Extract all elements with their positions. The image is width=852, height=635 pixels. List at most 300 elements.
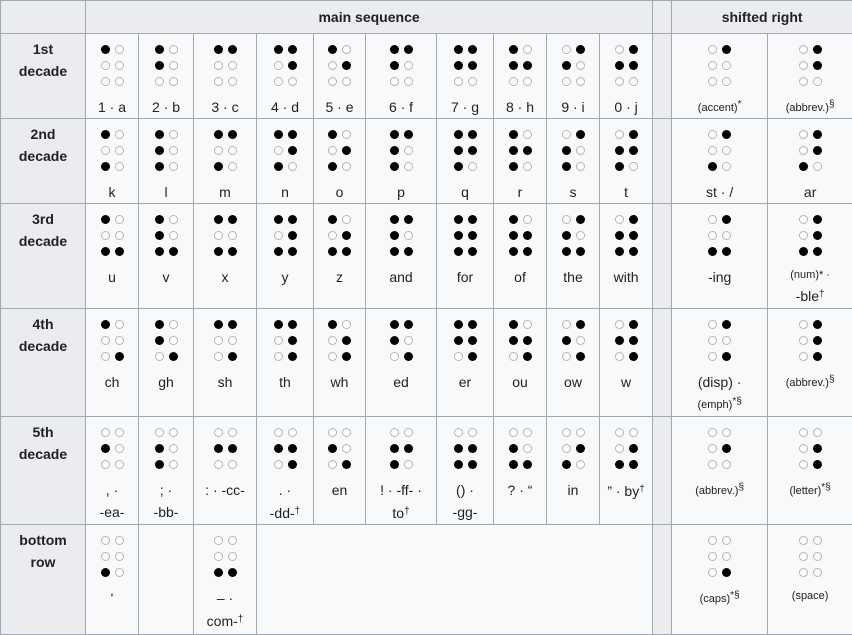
- braille-cell: [610, 126, 642, 174]
- cell-label: gh: [139, 371, 193, 393]
- main-cell: [366, 34, 437, 119]
- dot-3: [708, 247, 717, 256]
- row-label-top: 1st: [1, 38, 85, 60]
- braille-cell: [209, 532, 241, 580]
- dot-6: [342, 247, 351, 256]
- dot-5: [576, 444, 585, 453]
- cell-label: in: [547, 479, 599, 501]
- braille-cell: [269, 316, 301, 364]
- dot-2: [509, 336, 518, 345]
- dot-1: [708, 536, 717, 545]
- dot-6: [576, 460, 585, 469]
- cell-label: (emph)*§: [672, 393, 767, 414]
- dot-4: [115, 428, 124, 437]
- dot-1: [799, 428, 808, 437]
- dot-3: [328, 460, 337, 469]
- main-cell: [600, 204, 653, 309]
- cell-label: p: [366, 181, 436, 203]
- cell-label: v: [139, 266, 193, 288]
- dot-2: [390, 336, 399, 345]
- dot-3: [562, 162, 571, 171]
- dot-4: [722, 130, 731, 139]
- dot-4: [629, 130, 638, 139]
- main-cell: [86, 119, 139, 204]
- braille-cell: [504, 41, 536, 89]
- dot-3: [274, 162, 283, 171]
- cell-label: ': [86, 587, 138, 609]
- dot-3: [509, 247, 518, 256]
- empty-area: [257, 525, 653, 635]
- cell-label: r: [494, 181, 546, 203]
- dot-6: [115, 568, 124, 577]
- dot-2: [274, 61, 283, 70]
- dot-1: [454, 130, 463, 139]
- braille-cell: [794, 424, 826, 472]
- dot-3: [390, 247, 399, 256]
- main-cell: [494, 309, 547, 417]
- dot-1: [562, 45, 571, 54]
- braille-cell: [557, 316, 589, 364]
- dot-1: [155, 428, 164, 437]
- main-cell: [86, 417, 139, 525]
- dot-3: [454, 352, 463, 361]
- cell-label: 2 · b: [139, 96, 193, 118]
- shifted-cell: [672, 204, 768, 309]
- dot-4: [576, 45, 585, 54]
- dot-5: [468, 61, 477, 70]
- dot-4: [813, 428, 822, 437]
- main-cell: [314, 309, 366, 417]
- dot-6: [342, 352, 351, 361]
- dot-4: [813, 215, 822, 224]
- braille-cell: [610, 41, 642, 89]
- dot-6: [576, 162, 585, 171]
- dot-5: [629, 231, 638, 240]
- dot-5: [228, 231, 237, 240]
- dot-2: [328, 61, 337, 70]
- row-label-bottom: decade: [1, 335, 85, 357]
- dot-2: [155, 146, 164, 155]
- braille-cell: [704, 211, 736, 259]
- main-cell: [494, 119, 547, 204]
- dot-4: [523, 428, 532, 437]
- dot-2: [615, 444, 624, 453]
- main-cell: [257, 119, 314, 204]
- dot-1: [274, 320, 283, 329]
- dot-5: [228, 336, 237, 345]
- main-cell: [257, 309, 314, 417]
- dot-6: [722, 162, 731, 171]
- dot-4: [228, 428, 237, 437]
- dot-6: [288, 77, 297, 86]
- dot-3: [799, 77, 808, 86]
- braille-cell: [504, 126, 536, 174]
- cell-label: (num)* ·: [768, 266, 852, 284]
- dot-2: [390, 444, 399, 453]
- braille-cell: [96, 532, 128, 580]
- dot-5: [722, 336, 731, 345]
- dot-2: [454, 231, 463, 240]
- dot-2: [509, 61, 518, 70]
- braille-cell: [150, 126, 182, 174]
- dot-2: [274, 231, 283, 240]
- dot-6: [523, 162, 532, 171]
- dot-6: [468, 460, 477, 469]
- braille-cell: [269, 211, 301, 259]
- dot-6: [169, 352, 178, 361]
- cell-label: y: [257, 266, 313, 288]
- cell-label: st · /: [672, 181, 767, 203]
- cell-label: (accent)*: [672, 96, 767, 117]
- dot-5: [629, 444, 638, 453]
- table-row: [1, 119, 852, 204]
- dot-1: [509, 130, 518, 139]
- braille-cell: [794, 211, 826, 259]
- braille-cell: [96, 211, 128, 259]
- dot-5: [404, 231, 413, 240]
- dot-1: [454, 215, 463, 224]
- dot-4: [288, 428, 297, 437]
- table-row: [1, 309, 852, 417]
- dot-1: [274, 215, 283, 224]
- dot-5: [228, 444, 237, 453]
- cell-label: 9 · i: [547, 96, 599, 118]
- main-cell: [86, 309, 139, 417]
- cell-label: . ·: [257, 479, 313, 501]
- dot-4: [813, 45, 822, 54]
- dot-2: [328, 146, 337, 155]
- braille-cell: [704, 532, 736, 580]
- dot-1: [799, 45, 808, 54]
- cell-label: , ·: [86, 479, 138, 501]
- cell-label: -ing: [672, 266, 767, 288]
- main-cell: [494, 204, 547, 309]
- dot-3: [101, 247, 110, 256]
- row-label-bottom: decade: [1, 60, 85, 82]
- dot-5: [813, 146, 822, 155]
- braille-cell: [504, 316, 536, 364]
- dot-5: [115, 146, 124, 155]
- dot-6: [576, 247, 585, 256]
- braille-cell: [704, 126, 736, 174]
- dot-4: [629, 45, 638, 54]
- dot-6: [115, 247, 124, 256]
- dot-3: [155, 352, 164, 361]
- row-label-top: 3rd: [1, 208, 85, 230]
- cell-label: l: [139, 181, 193, 203]
- dot-6: [468, 77, 477, 86]
- dot-3: [454, 460, 463, 469]
- dot-6: [169, 460, 178, 469]
- dot-1: [708, 320, 717, 329]
- dot-1: [274, 130, 283, 139]
- main-cell: [194, 119, 257, 204]
- dot-1: [799, 320, 808, 329]
- braille-cell: [504, 424, 536, 472]
- dot-5: [629, 336, 638, 345]
- braille-cell: [96, 424, 128, 472]
- cell-label: -ea-: [86, 501, 138, 523]
- row-label-top: 5th: [1, 421, 85, 443]
- dot-2: [615, 336, 624, 345]
- dot-5: [342, 146, 351, 155]
- dot-5: [576, 231, 585, 240]
- dot-3: [509, 352, 518, 361]
- main-cell: [194, 417, 257, 525]
- dot-2: [799, 552, 808, 561]
- dot-5: [813, 231, 822, 240]
- cell-label: of: [494, 266, 546, 288]
- dot-3: [101, 162, 110, 171]
- dot-6: [813, 77, 822, 86]
- row-label-top: 2nd: [1, 123, 85, 145]
- braille-cell: [385, 126, 417, 174]
- cell-label: n: [257, 181, 313, 203]
- dot-4: [404, 45, 413, 54]
- dot-2: [708, 444, 717, 453]
- main-cell: [86, 525, 139, 635]
- dot-4: [115, 45, 124, 54]
- row-label-bottom: row: [1, 551, 85, 573]
- dot-4: [523, 215, 532, 224]
- dot-3: [101, 568, 110, 577]
- dot-2: [328, 444, 337, 453]
- dot-6: [629, 77, 638, 86]
- braille-cell: [209, 41, 241, 89]
- dot-2: [101, 61, 110, 70]
- dot-2: [390, 61, 399, 70]
- main-cell: [194, 525, 257, 635]
- dot-6: [722, 77, 731, 86]
- dot-4: [404, 130, 413, 139]
- braille-cell: [209, 316, 241, 364]
- main-sequence-header: main sequence: [86, 1, 653, 34]
- shifted-cell: [672, 309, 768, 417]
- dot-1: [562, 130, 571, 139]
- dot-6: [629, 460, 638, 469]
- dot-3: [155, 247, 164, 256]
- cell-label: ou: [494, 371, 546, 393]
- shifted-cell: [768, 309, 852, 417]
- braille-cell: [385, 41, 417, 89]
- dot-4: [813, 320, 822, 329]
- dot-1: [708, 130, 717, 139]
- dot-1: [454, 428, 463, 437]
- dot-2: [509, 146, 518, 155]
- dot-5: [404, 336, 413, 345]
- cell-label: 5 · e: [314, 96, 365, 118]
- dot-4: [288, 45, 297, 54]
- cell-label: x: [194, 266, 256, 288]
- dot-4: [722, 428, 731, 437]
- dot-5: [288, 231, 297, 240]
- row-label-bottom: decade: [1, 230, 85, 252]
- dot-3: [509, 460, 518, 469]
- table-row: [1, 204, 852, 309]
- dot-1: [390, 320, 399, 329]
- cell-label: and: [366, 266, 436, 288]
- dot-5: [722, 444, 731, 453]
- dot-5: [523, 146, 532, 155]
- dot-1: [214, 215, 223, 224]
- dot-4: [228, 536, 237, 545]
- cell-label: th: [257, 371, 313, 393]
- cell-label: ” · by†: [600, 479, 652, 502]
- main-cell: [314, 417, 366, 525]
- dot-3: [101, 460, 110, 469]
- main-cell: [314, 119, 366, 204]
- dot-5: [228, 552, 237, 561]
- dot-2: [615, 146, 624, 155]
- cell-label: (abbrev.)§: [768, 371, 852, 392]
- column-gap: [653, 119, 672, 204]
- dot-2: [799, 61, 808, 70]
- table-row: [1, 417, 852, 525]
- dot-1: [799, 130, 808, 139]
- dot-5: [813, 444, 822, 453]
- dot-1: [155, 320, 164, 329]
- dot-3: [615, 247, 624, 256]
- braille-cell: [610, 211, 642, 259]
- dot-4: [342, 45, 351, 54]
- dot-5: [169, 61, 178, 70]
- dot-6: [115, 352, 124, 361]
- dot-5: [813, 61, 822, 70]
- braille-cell: [269, 126, 301, 174]
- cell-label: -dd-†: [257, 501, 313, 524]
- dot-3: [562, 247, 571, 256]
- cell-label: m: [194, 181, 256, 203]
- dot-1: [328, 320, 337, 329]
- dot-6: [228, 568, 237, 577]
- dot-3: [615, 77, 624, 86]
- cell-label: (space): [768, 587, 852, 605]
- dot-5: [722, 231, 731, 240]
- main-cell: [194, 309, 257, 417]
- main-cell: [139, 34, 194, 119]
- dot-1: [708, 428, 717, 437]
- cell-label: (caps)*§: [672, 587, 767, 608]
- dot-2: [101, 231, 110, 240]
- cell-label: o: [314, 181, 365, 203]
- dot-6: [629, 162, 638, 171]
- row-label-bottom: decade: [1, 443, 85, 465]
- dot-5: [342, 444, 351, 453]
- dot-6: [722, 460, 731, 469]
- braille-cell: [449, 316, 481, 364]
- dot-2: [708, 336, 717, 345]
- cell-label: 4 · d: [257, 96, 313, 118]
- braille-cell: [324, 424, 356, 472]
- dot-1: [101, 428, 110, 437]
- dot-5: [722, 61, 731, 70]
- main-cell: [86, 204, 139, 309]
- dot-2: [390, 146, 399, 155]
- dot-4: [576, 130, 585, 139]
- table-row: [1, 525, 852, 635]
- braille-cell: [385, 424, 417, 472]
- dot-3: [708, 568, 717, 577]
- dot-5: [342, 336, 351, 345]
- dot-1: [615, 215, 624, 224]
- cell-label: : · -cc-: [194, 479, 256, 501]
- dot-4: [404, 215, 413, 224]
- dot-1: [615, 130, 624, 139]
- dot-5: [169, 146, 178, 155]
- dot-5: [468, 231, 477, 240]
- dot-1: [799, 215, 808, 224]
- dot-6: [722, 352, 731, 361]
- dot-2: [101, 552, 110, 561]
- dot-4: [115, 215, 124, 224]
- cell-label: (disp) ·: [672, 371, 767, 393]
- dot-6: [288, 162, 297, 171]
- cell-label: k: [86, 181, 138, 203]
- dot-4: [722, 320, 731, 329]
- dot-2: [155, 231, 164, 240]
- dot-6: [523, 247, 532, 256]
- dot-3: [274, 352, 283, 361]
- dot-2: [101, 444, 110, 453]
- cell-label: 7 · g: [437, 96, 493, 118]
- dot-1: [390, 215, 399, 224]
- cell-label: ! · -ff- ·: [366, 479, 436, 501]
- dot-6: [722, 247, 731, 256]
- cell-label: -ble†: [768, 284, 852, 307]
- dot-3: [390, 460, 399, 469]
- main-cell: [547, 34, 600, 119]
- row-label-top: 4th: [1, 313, 85, 335]
- main-cell: [139, 119, 194, 204]
- main-cell: [257, 417, 314, 525]
- column-gap: [653, 204, 672, 309]
- dot-1: [101, 536, 110, 545]
- dot-5: [342, 61, 351, 70]
- dot-2: [454, 444, 463, 453]
- main-cell: [314, 34, 366, 119]
- braille-cell: [557, 424, 589, 472]
- dot-6: [468, 247, 477, 256]
- dot-6: [404, 352, 413, 361]
- dot-6: [169, 247, 178, 256]
- shifted-cell: [768, 34, 852, 119]
- shifted-cell: [768, 525, 852, 635]
- dot-3: [390, 352, 399, 361]
- dot-3: [101, 352, 110, 361]
- dot-2: [214, 231, 223, 240]
- cell-label: wh: [314, 371, 365, 393]
- dot-4: [523, 130, 532, 139]
- dot-2: [509, 444, 518, 453]
- column-gap: [653, 1, 672, 34]
- cell-label: for: [437, 266, 493, 288]
- dot-1: [155, 215, 164, 224]
- dot-5: [115, 552, 124, 561]
- dot-4: [813, 130, 822, 139]
- braille-cell: [557, 211, 589, 259]
- shifted-cell: [768, 119, 852, 204]
- dot-1: [328, 428, 337, 437]
- dot-3: [390, 162, 399, 171]
- dot-6: [404, 162, 413, 171]
- dot-5: [576, 146, 585, 155]
- dot-4: [722, 536, 731, 545]
- dot-2: [155, 336, 164, 345]
- braille-cell: [150, 211, 182, 259]
- dot-2: [799, 444, 808, 453]
- braille-cell: [324, 211, 356, 259]
- dot-5: [288, 336, 297, 345]
